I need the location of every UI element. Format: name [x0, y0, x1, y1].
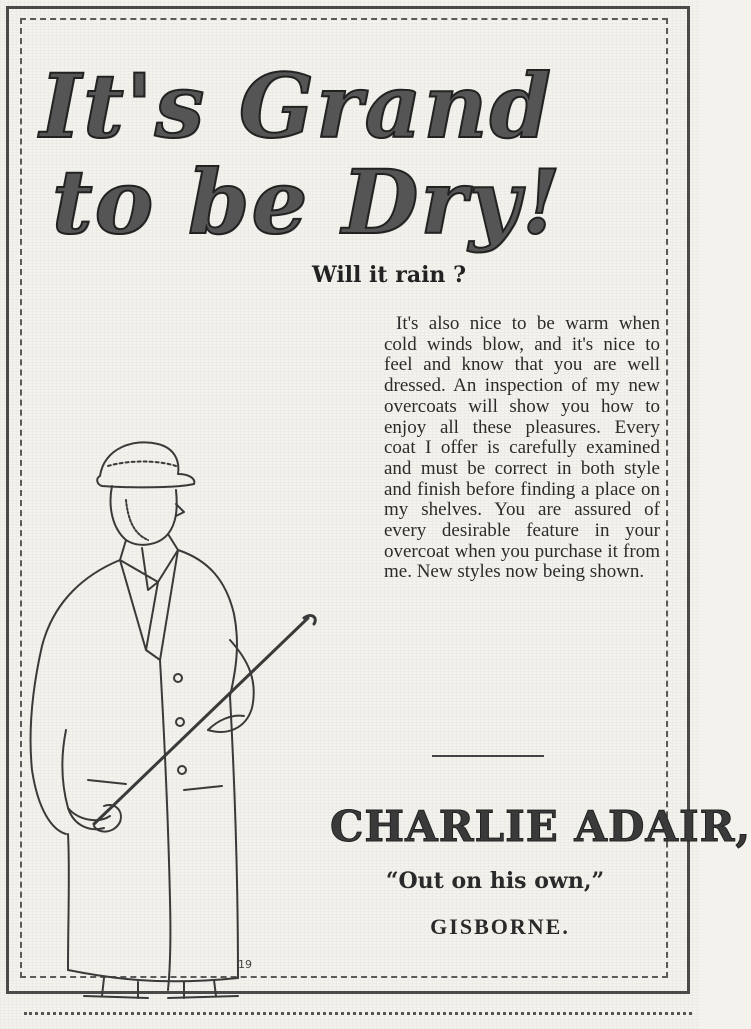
ad-body-text: It's also nice to be warm when cold winds blow, and it's nice to feel and know that you are well dressed. An inspection of my new overcoats will show you how to enjoy all these pleasures. Every coat I offer is carefully examined and must be correct in both style and finish before finding a place on my shelves. You are assured of every desirable feature in your overcoat when you purchase it from me. New styles now being shown.: [384, 313, 660, 583]
merchant-slogan: “Out on his own,”: [385, 868, 605, 894]
merchant-town: GISBORNE.: [430, 914, 570, 939]
artist-signature: 19: [238, 958, 252, 971]
headline-line-2: to be Dry!: [52, 150, 563, 254]
separator-rule: [432, 755, 544, 757]
footer-rule: [24, 1012, 692, 1015]
headline-line-1: It's Grand: [40, 54, 553, 158]
man-in-overcoat-icon: [8, 430, 328, 1000]
merchant-name: CHARLIE ADAIR,: [330, 802, 751, 851]
subheading: Will it rain ?: [312, 262, 466, 288]
